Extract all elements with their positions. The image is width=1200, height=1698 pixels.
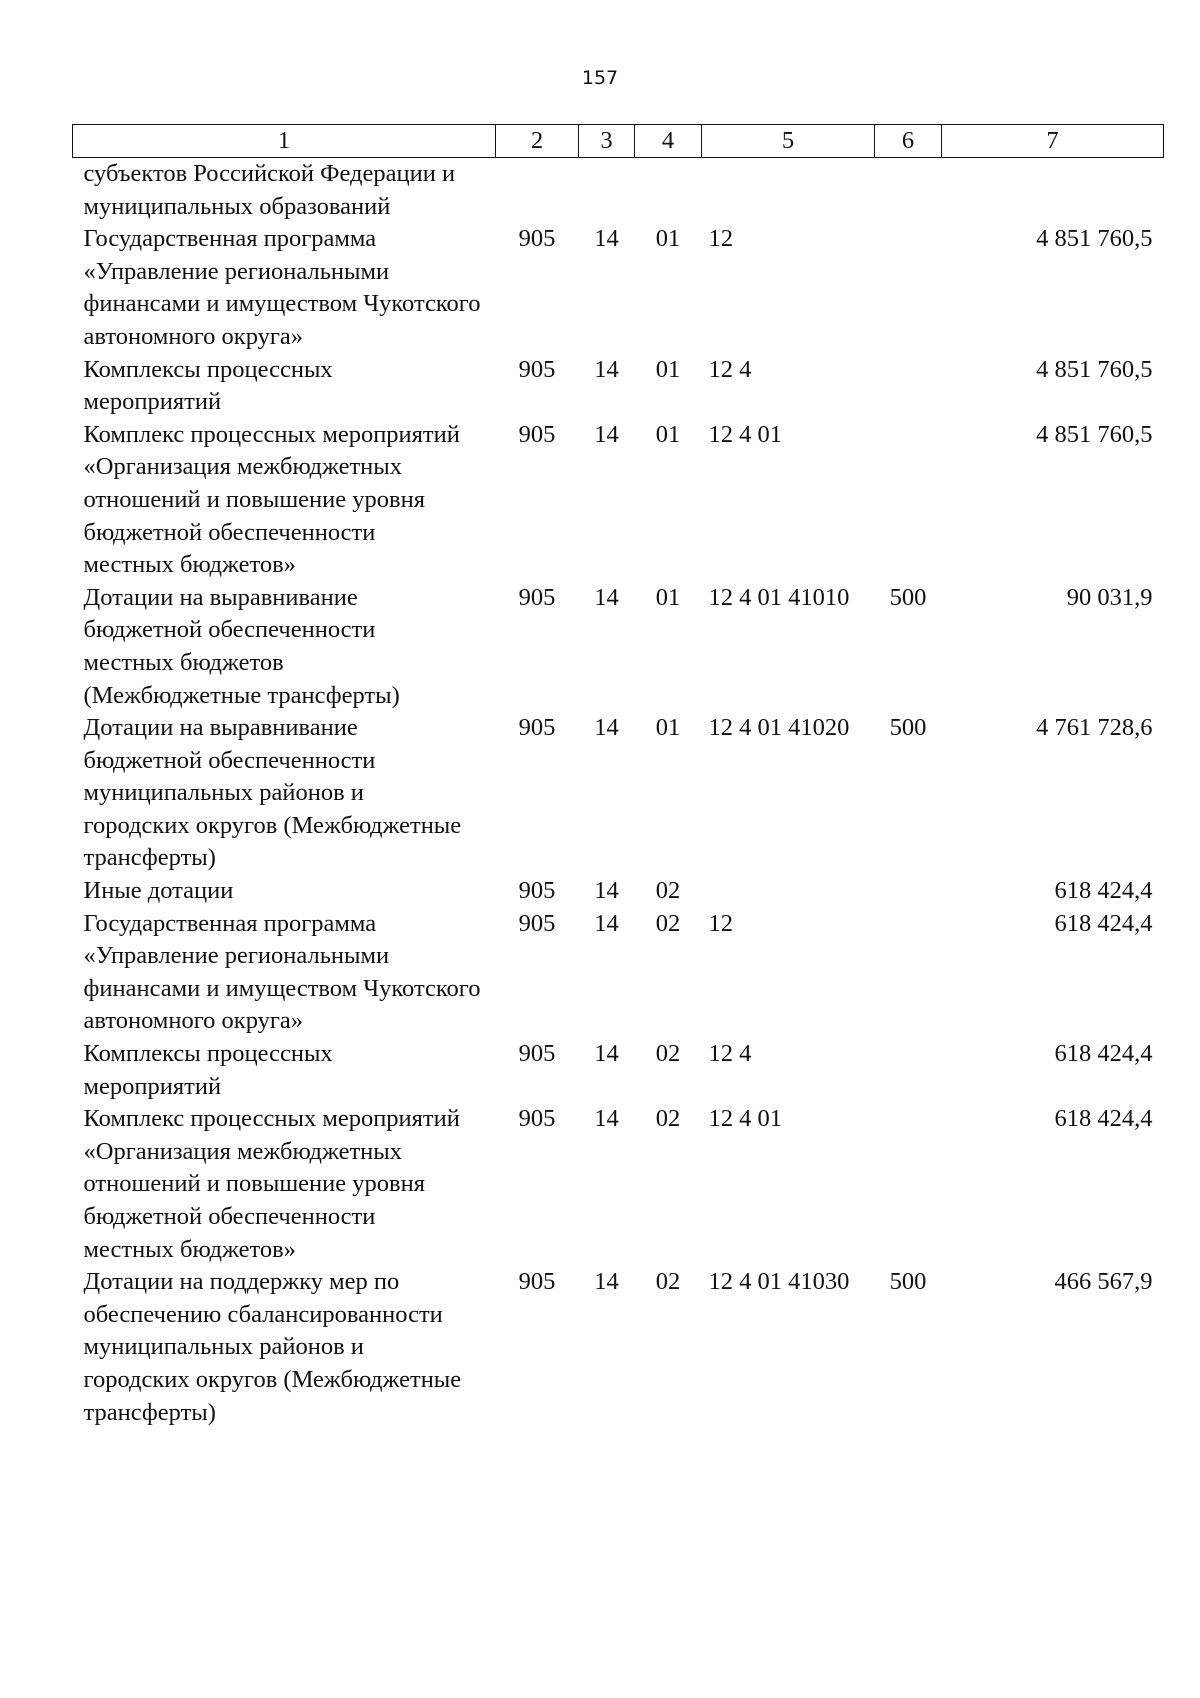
cell-target-article <box>702 158 875 224</box>
cell-target-article: 12 4 <box>708 1040 752 1068</box>
cell-section: 14 <box>594 1040 619 1068</box>
table-row <box>73 875 1164 908</box>
table-row <box>73 1103 1164 1266</box>
page-number: 157 <box>581 67 619 89</box>
cell-amount: 466 567,9 <box>1054 1268 1153 1296</box>
cell-target-article: 12 4 01 41020 <box>708 714 850 742</box>
cell-ministry <box>496 158 579 224</box>
row-name-text: субъектов Российской Федерации и муниципальных образований <box>83 160 456 220</box>
table-row <box>73 158 1164 224</box>
row-name <box>73 582 496 712</box>
table-row <box>73 1038 1164 1103</box>
cell-target-article: 12 4 01 <box>708 1105 782 1133</box>
row-name <box>73 223 496 353</box>
row-name <box>73 712 496 875</box>
cell-section: 14 <box>594 355 619 383</box>
cell-amount <box>942 158 1164 224</box>
cell-amount: 4 851 760,5 <box>1036 420 1153 448</box>
cell-ministry: 905 <box>518 714 556 742</box>
row-name-text: Государственная программа «Управление региональными финансами и имуществом Чукотского автономного округа» <box>83 909 481 1035</box>
cell-target-article <box>702 875 875 908</box>
cell-section: 14 <box>594 225 619 253</box>
row-name-text: Дотации на выравнивание бюджетной обеспеченности муниципальных районов и городских округов (Межбюджетные трансферты) <box>83 714 462 872</box>
column-header-6: 6 <box>875 125 942 158</box>
cell-subsection: 02 <box>655 909 681 937</box>
cell-section: 14 <box>594 909 619 937</box>
table-row <box>73 419 1164 582</box>
cell-expense-type: 500 <box>889 583 927 611</box>
cell-ministry: 905 <box>518 877 556 905</box>
cell-expense-type <box>875 158 942 224</box>
cell-ministry: 905 <box>518 225 556 253</box>
cell-ministry: 905 <box>518 420 556 448</box>
cell-amount: 4 851 760,5 <box>1036 355 1153 383</box>
column-header-3: 3 <box>579 125 635 158</box>
column-header-2: 2 <box>496 125 579 158</box>
cell-subsection: 02 <box>655 1268 681 1296</box>
column-header-1: 1 <box>73 125 496 158</box>
cell-expense-type: 500 <box>889 1268 927 1296</box>
table-row <box>73 712 1164 875</box>
cell-subsection: 02 <box>655 1040 681 1068</box>
row-name <box>73 419 496 582</box>
cell-ministry: 905 <box>518 583 556 611</box>
table-row <box>73 354 1164 419</box>
cell-ministry: 905 <box>518 355 556 383</box>
cell-ministry: 905 <box>518 1105 556 1133</box>
cell-ministry: 905 <box>518 1040 556 1068</box>
cell-amount: 618 424,4 <box>1054 877 1153 905</box>
row-name-text: Комплекс процессных мероприятий «Организация межбюджетных отношений и повышение уровня бюджетной обеспеченности местных бюджетов» <box>83 1105 460 1263</box>
cell-ministry: 905 <box>518 909 556 937</box>
cell-subsection: 01 <box>655 714 681 742</box>
cell-amount: 618 424,4 <box>1054 909 1153 937</box>
row-name-text: Дотации на поддержку мер по обеспечению сбалансированности муниципальных районов и городских округов (Межбюджетные трансферты) <box>83 1268 462 1426</box>
cell-target-article: 12 4 01 41030 <box>708 1268 850 1296</box>
row-name-text: Государственная программа «Управление региональными финансами и имуществом Чукотского автономного округа» <box>83 225 481 350</box>
cell-section <box>579 158 635 224</box>
cell-expense-type <box>875 223 942 353</box>
cell-target-article: 12 <box>708 909 733 937</box>
cell-subsection: 01 <box>655 225 681 253</box>
cell-section: 14 <box>594 714 619 742</box>
row-name <box>73 354 496 419</box>
cell-subsection: 01 <box>655 583 681 611</box>
table-header-row <box>73 125 1164 158</box>
row-name-text: Комплекс процессных мероприятий «Организация межбюджетных отношений и повышение уровня бюджетной обеспеченности местных бюджетов» <box>83 420 460 579</box>
cell-subsection: 02 <box>655 1105 681 1133</box>
cell-section: 14 <box>594 877 619 905</box>
cell-target-article: 12 <box>708 225 733 253</box>
cell-expense-type <box>875 875 942 908</box>
row-name <box>73 908 496 1038</box>
table-row <box>73 223 1164 353</box>
cell-amount: 90 031,9 <box>1066 583 1153 611</box>
cell-expense-type <box>875 908 942 1038</box>
row-name-text: Дотации на выравнивание бюджетной обеспеченности местных бюджетов (Межбюджетные трансферты) <box>83 583 400 709</box>
cell-expense-type <box>875 354 942 419</box>
cell-ministry: 905 <box>518 1268 556 1296</box>
cell-target-article: 12 4 01 41010 <box>708 583 850 611</box>
row-name <box>73 1266 496 1429</box>
cell-amount: 4 761 728,6 <box>1036 714 1153 742</box>
row-name <box>73 158 496 224</box>
cell-amount: 4 851 760,5 <box>1036 225 1153 253</box>
table-row <box>73 582 1164 712</box>
cell-subsection: 01 <box>655 355 681 383</box>
row-name-text: Комплексы процессных мероприятий <box>83 355 333 416</box>
cell-section: 14 <box>594 1105 619 1133</box>
cell-section: 14 <box>594 1268 619 1296</box>
row-name-text: Комплексы процессных мероприятий <box>83 1040 333 1100</box>
cell-subsection <box>635 158 702 224</box>
table-row <box>73 908 1164 1038</box>
row-name <box>73 875 496 908</box>
cell-section: 14 <box>594 420 619 448</box>
column-header-4: 4 <box>635 125 702 158</box>
cell-subsection: 01 <box>655 420 681 448</box>
column-header-5: 5 <box>702 125 875 158</box>
budget-table <box>72 124 1164 1429</box>
row-name-text: Иные дотации <box>83 877 234 905</box>
cell-amount: 618 424,4 <box>1054 1105 1153 1133</box>
cell-target-article: 12 4 01 <box>708 420 782 448</box>
cell-amount: 618 424,4 <box>1054 1040 1153 1068</box>
cell-expense-type <box>875 1038 942 1103</box>
cell-subsection: 02 <box>655 877 681 905</box>
table-row <box>73 1266 1164 1429</box>
column-header-7: 7 <box>942 125 1164 158</box>
cell-expense-type: 500 <box>889 714 927 742</box>
cell-section: 14 <box>594 583 619 611</box>
cell-expense-type <box>875 1103 942 1266</box>
cell-target-article: 12 4 <box>708 355 752 383</box>
row-name <box>73 1038 496 1103</box>
cell-expense-type <box>875 419 942 582</box>
row-name <box>73 1103 496 1266</box>
